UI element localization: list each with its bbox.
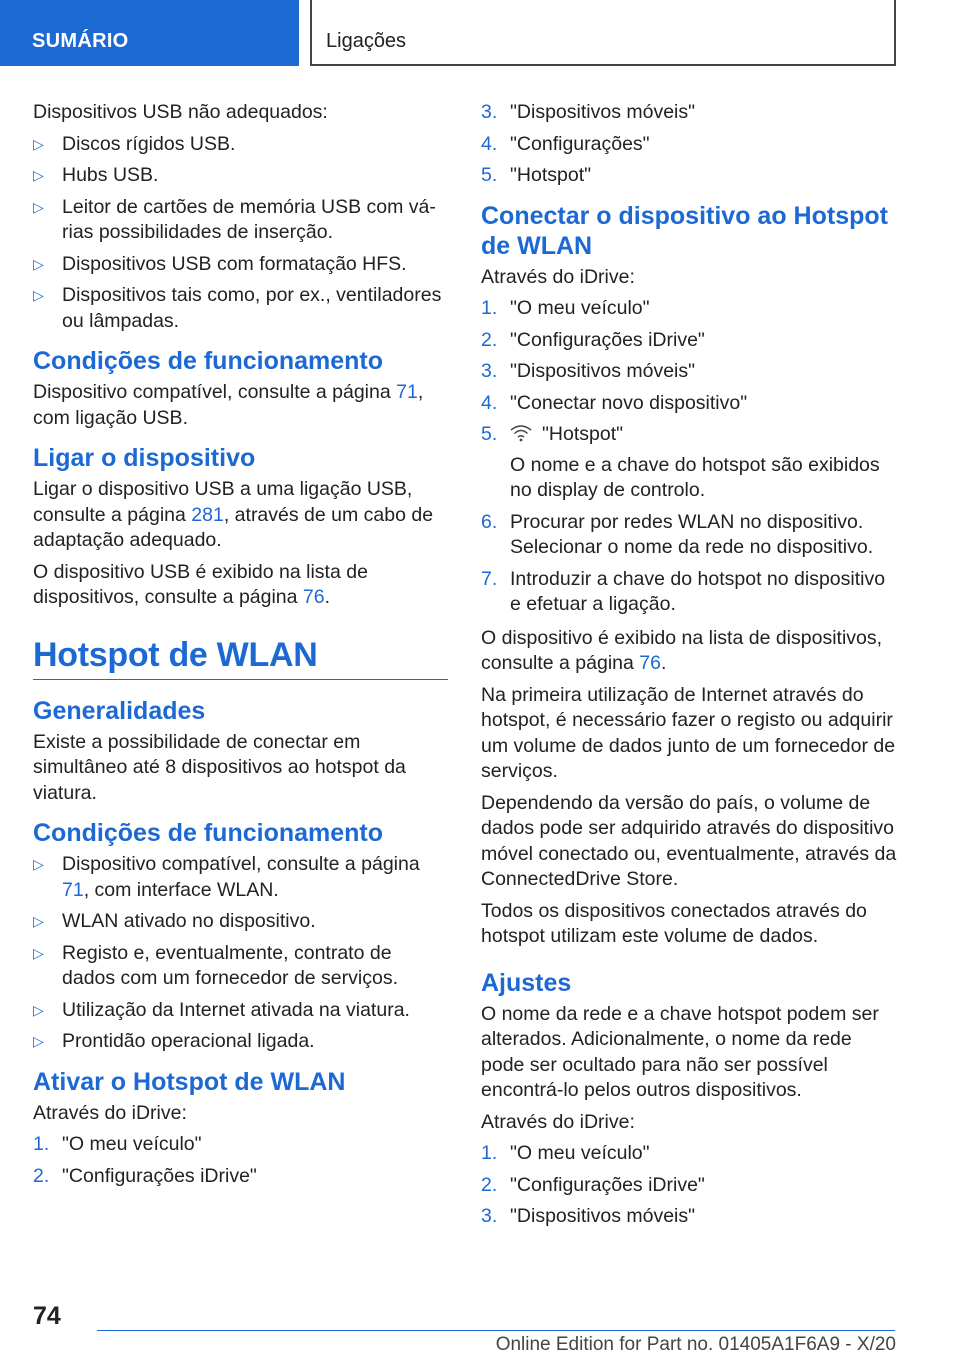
displayed-text: O dispositivo USB é exibido na lista de dispositivos, consulte a página 76. — [33, 560, 368, 608]
settings-steps — [481, 1141, 899, 1230]
list-item: ▷ Dispositivo compatível, consulte a página 71, com interface WLAN. — [33, 853, 420, 901]
first-use-text: Na primeira utilização de Internet através do hotspot, é necessário fazer o registo ou adquirir um volume de dados junto de um fornecedor de serviços. — [481, 683, 896, 782]
footer-edition: Online Edition for Part no. 01405A1F6A9 - X/20 — [495, 1334, 896, 1355]
heading-conditions-wlan: Condições de funcionamento — [33, 819, 384, 847]
page-number: 74 — [33, 1302, 61, 1330]
heading-settings: Ajustes — [481, 968, 572, 997]
list-item: 5. "Hotspot" O nome e a chave do hotspot são exibidos no display de controlo. — [481, 422, 899, 504]
via-idrive: Através do iDrive: — [481, 1110, 635, 1133]
heading-hotspot: Hotspot de WLAN — [33, 635, 448, 680]
triangle-right-icon: ▷ — [33, 856, 44, 872]
list-item: 7. Introduzir a chave do hotspot no dispositivo e efetuar a ligação. — [481, 567, 886, 615]
list-item: 1. "O meu veículo" — [33, 1133, 202, 1155]
depending-text: Dependendo da versão do país, o volume de dados pode ser adquirido através do dispositivo móvel conectado ou, eventualmente, através da ConnectedDrive Store. — [481, 791, 897, 890]
all-devices-text: Todos os dispositivos conectados através do hotspot utilizam este volume de dados. — [481, 899, 867, 947]
list-item: ▷ Dispositivos tais como, por ex., ventiladores ou lâmpadas. — [33, 284, 442, 332]
page-link[interactable]: 76 — [302, 586, 325, 608]
step-note: O nome e a chave do hotspot são exibidos no display de controlo. — [510, 453, 880, 501]
displayed-text: O dispositivo é exibido na lista de dispositivos, consulte a página 76. — [481, 626, 883, 674]
connect-text: Ligar o dispositivo USB a uma ligação USB, consulte a página 281, através de um cabo de adaptação adequado. — [33, 478, 434, 551]
list-item: ▷ Hubs USB. — [33, 163, 448, 189]
heading-general: Generalidades — [33, 696, 206, 725]
list-item: 1. "O meu veículo" — [481, 1142, 650, 1164]
triangle-right-icon: ▷ — [33, 198, 44, 215]
triangle-right-icon: ▷ — [33, 944, 44, 961]
list-item: 2. "Configurações iDrive" — [33, 1164, 257, 1187]
via-idrive: Através do iDrive: — [481, 265, 635, 288]
usb-unsuitable-intro: Dispositivos USB não adequados: — [33, 101, 328, 123]
list-item: 5. "Hotspot" — [481, 164, 592, 186]
activate-steps-continued — [481, 100, 899, 189]
heading-conditions: Condições de funcionamento — [33, 347, 384, 375]
list-item: ▷ Dispositivos USB com formatação HFS. — [33, 252, 448, 278]
usb-unsuitable-list — [33, 132, 448, 335]
list-item: ▷ Discos rígidos USB. — [33, 132, 448, 158]
triangle-right-icon: ▷ — [33, 255, 44, 272]
triangle-right-icon: ▷ — [33, 167, 44, 183]
list-item: 3. "Dispositivos móveis" — [481, 101, 696, 123]
general-text: Existe a possibilidade de conectar em simultâneo até 8 dispositivos ao hotspot da viatura. — [33, 730, 406, 804]
conditions-text: Dispositivo compatível, consulte a página 71, com ligação USB. — [33, 381, 424, 429]
triangle-right-icon: ▷ — [33, 913, 44, 929]
page-link[interactable]: 71 — [62, 878, 84, 901]
heading-connect-to-hotspot: Conectar o dispositivo ao Hotspot de WLAN — [481, 201, 888, 260]
list-item: ▷ Utilização da Internet ativada na viatura. — [33, 998, 448, 1024]
page-header — [0, 0, 960, 66]
section-title: Ligações — [310, 0, 896, 66]
page-link[interactable]: 71 — [396, 381, 418, 403]
list-item: 6. Procurar por redes WLAN no dispositivo. Selecionar o nome da rede no dispositivo. — [481, 510, 874, 558]
list-item: 1. "O meu veículo" — [481, 297, 650, 319]
triangle-right-icon: ▷ — [33, 1001, 44, 1018]
list-item: ▷ Leitor de cartões de memória USB com várias possibilidades de inserção. — [33, 195, 436, 243]
wlan-conditions-list — [33, 852, 448, 1055]
wifi-icon — [510, 424, 532, 442]
list-item: 3. "Dispositivos móveis" — [481, 1205, 696, 1227]
activate-steps — [33, 1132, 448, 1189]
page-link[interactable]: 281 — [191, 503, 224, 526]
list-item: ▷ WLAN ativado no dispositivo. — [33, 909, 448, 935]
list-item: 2. "Configurações iDrive" — [481, 1173, 705, 1196]
triangle-right-icon: ▷ — [33, 135, 44, 152]
list-item: 3. "Dispositivos móveis" — [481, 360, 696, 382]
page-link[interactable]: 76 — [639, 652, 661, 674]
list-item: 4. "Configurações" — [481, 132, 650, 155]
list-item: 4. "Conectar novo dispositivo" — [481, 391, 748, 414]
list-item: ▷ Prontidão operacional ligada. — [33, 1029, 448, 1055]
right-column — [481, 100, 899, 1238]
connect-steps — [481, 296, 899, 618]
list-item: ▷ Registo e, eventualmente, contrato de dados com um fornecedor de serviços. — [33, 941, 398, 989]
left-column — [33, 100, 448, 1197]
summary-tab[interactable]: SUMÁRIO — [0, 0, 299, 66]
footer-divider — [97, 1330, 895, 1331]
heading-activate-hotspot: Ativar o Hotspot de WLAN — [33, 1067, 346, 1096]
via-idrive: Através do iDrive: — [33, 1101, 187, 1124]
settings-text: O nome da rede e a chave hotspot podem ser alterados. Adicionalmente, o nome da rede pode ser ocultado para não ser possível encontrá-lo pelos outros dispositivos. — [481, 1002, 879, 1101]
list-item: 2. "Configurações iDrive" — [481, 328, 705, 351]
triangle-right-icon: ▷ — [33, 1033, 44, 1049]
heading-connect-device: Ligar o dispositivo — [33, 444, 256, 472]
triangle-right-icon: ▷ — [33, 287, 44, 303]
